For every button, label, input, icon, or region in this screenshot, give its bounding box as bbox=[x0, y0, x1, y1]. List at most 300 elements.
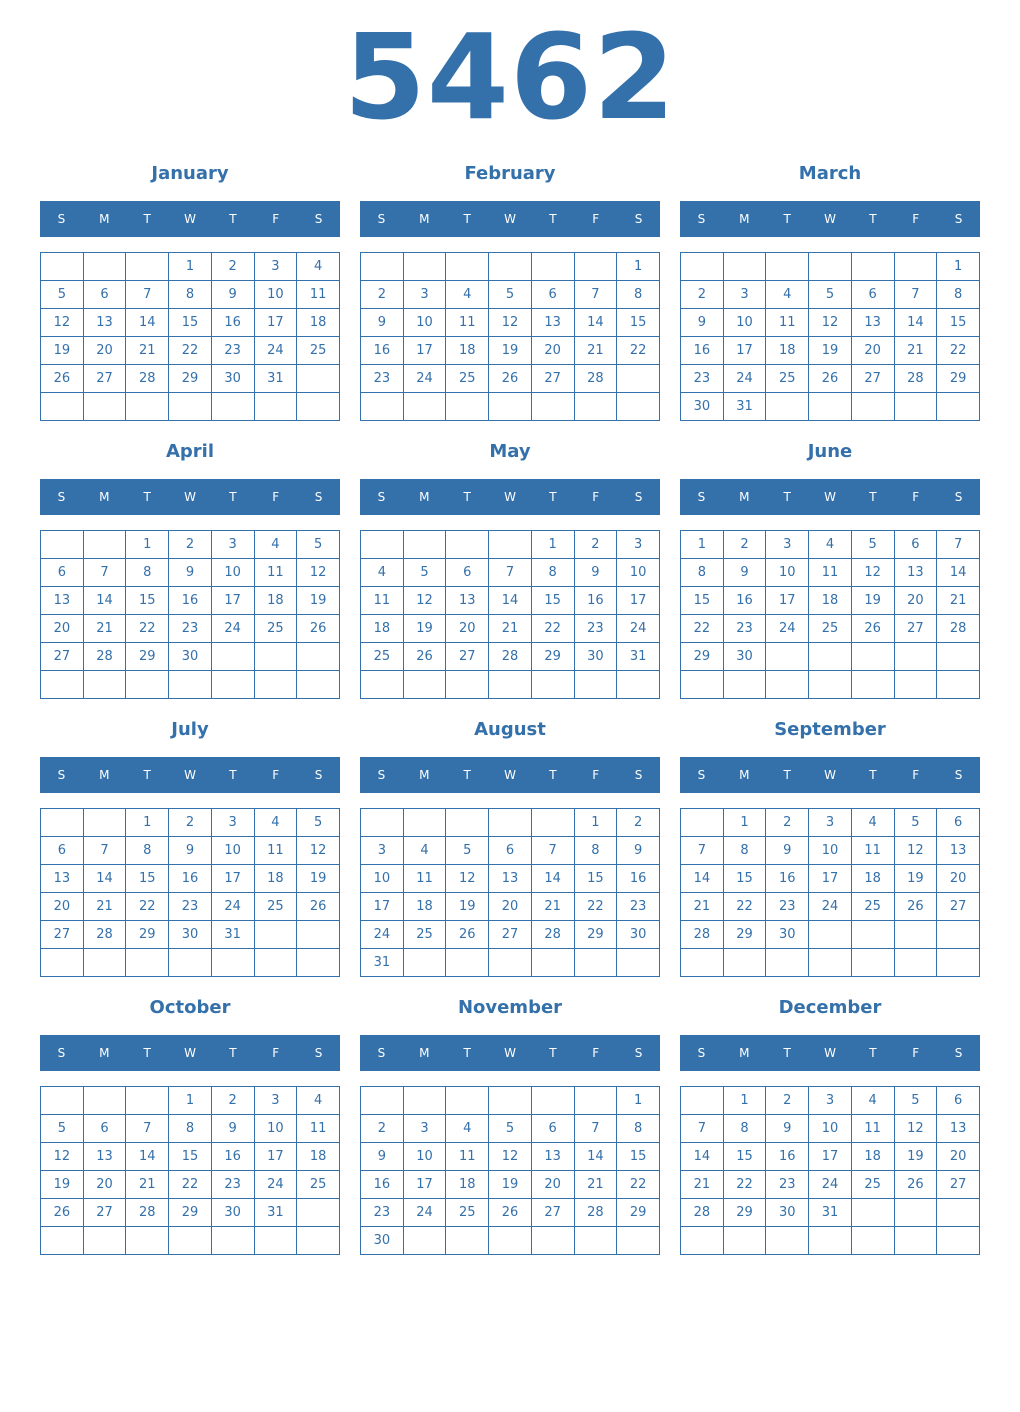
month-name: April bbox=[165, 441, 215, 462]
weekday-label: T bbox=[549, 768, 557, 782]
week-row bbox=[361, 949, 660, 977]
week-row bbox=[681, 309, 980, 337]
day-cell: 21 bbox=[574, 1171, 617, 1199]
day-cell: 13 bbox=[446, 587, 489, 615]
day-cell bbox=[126, 671, 169, 699]
day-grid bbox=[40, 808, 340, 977]
day-cell: 15 bbox=[574, 865, 617, 893]
day-cell bbox=[681, 809, 724, 837]
day-cell: 7 bbox=[126, 281, 169, 309]
day-cell: 13 bbox=[937, 837, 980, 865]
week-row bbox=[361, 1227, 660, 1255]
day-cell: 17 bbox=[211, 587, 254, 615]
week-row bbox=[361, 281, 660, 309]
day-cell: 18 bbox=[851, 865, 894, 893]
weekday-label: F bbox=[272, 768, 280, 782]
day-cell: 9 bbox=[211, 1115, 254, 1143]
day-cell bbox=[489, 809, 532, 837]
week-row bbox=[41, 1143, 340, 1171]
day-cell: 15 bbox=[617, 1143, 660, 1171]
day-cell: 5 bbox=[297, 809, 340, 837]
day-cell: 19 bbox=[809, 337, 852, 365]
day-cell: 21 bbox=[126, 337, 169, 365]
day-cell: 11 bbox=[851, 1115, 894, 1143]
week-row bbox=[681, 365, 980, 393]
day-cell: 2 bbox=[681, 281, 724, 309]
day-cell: 29 bbox=[169, 365, 212, 393]
day-cell: 15 bbox=[617, 309, 660, 337]
day-cell: 23 bbox=[574, 615, 617, 643]
day-cell: 24 bbox=[361, 921, 404, 949]
day-cell bbox=[681, 1227, 724, 1255]
day-cell: 1 bbox=[681, 531, 724, 559]
week-row bbox=[361, 837, 660, 865]
day-cell bbox=[851, 949, 894, 977]
day-cell: 11 bbox=[403, 865, 446, 893]
weekday-label: S bbox=[314, 212, 323, 226]
day-cell bbox=[894, 949, 937, 977]
day-cell bbox=[83, 809, 126, 837]
day-cell: 8 bbox=[681, 559, 724, 587]
weekday-label: T bbox=[869, 212, 877, 226]
day-cell bbox=[297, 365, 340, 393]
week-row bbox=[41, 587, 340, 615]
day-cell bbox=[297, 671, 340, 699]
day-cell bbox=[254, 1227, 297, 1255]
day-cell: 26 bbox=[41, 365, 84, 393]
day-cell bbox=[894, 671, 937, 699]
week-row bbox=[681, 809, 980, 837]
day-cell: 27 bbox=[41, 643, 84, 671]
weekday-label: S bbox=[697, 212, 706, 226]
week-row bbox=[361, 615, 660, 643]
week-row bbox=[41, 837, 340, 865]
day-cell: 13 bbox=[83, 309, 126, 337]
week-row bbox=[41, 1199, 340, 1227]
day-cell: 9 bbox=[681, 309, 724, 337]
day-cell: 26 bbox=[489, 365, 532, 393]
day-cell bbox=[297, 643, 340, 671]
day-cell bbox=[361, 1087, 404, 1115]
day-cell: 30 bbox=[169, 643, 212, 671]
weekday-header bbox=[360, 201, 660, 237]
day-cell: 20 bbox=[937, 865, 980, 893]
week-row bbox=[41, 393, 340, 421]
day-cell bbox=[403, 1227, 446, 1255]
weekday-label: T bbox=[229, 768, 237, 782]
month-name: August bbox=[474, 719, 546, 740]
day-cell bbox=[681, 671, 724, 699]
day-cell: 19 bbox=[446, 893, 489, 921]
week-row bbox=[41, 865, 340, 893]
week-row bbox=[361, 1087, 660, 1115]
weekday-label: W bbox=[824, 490, 836, 504]
weekday-label: S bbox=[314, 1046, 323, 1060]
day-cell: 11 bbox=[254, 837, 297, 865]
day-cell: 23 bbox=[211, 337, 254, 365]
day-cell: 4 bbox=[254, 809, 297, 837]
day-cell bbox=[403, 671, 446, 699]
day-cell: 17 bbox=[403, 337, 446, 365]
day-cell: 5 bbox=[894, 1087, 937, 1115]
day-cell bbox=[169, 949, 212, 977]
day-cell: 20 bbox=[851, 337, 894, 365]
day-cell: 29 bbox=[723, 1199, 766, 1227]
day-cell: 3 bbox=[211, 531, 254, 559]
day-cell: 2 bbox=[169, 809, 212, 837]
weekday-label: F bbox=[912, 490, 920, 504]
day-cell: 24 bbox=[403, 1199, 446, 1227]
day-cell: 11 bbox=[297, 1115, 340, 1143]
week-row bbox=[361, 393, 660, 421]
weekday-label: S bbox=[314, 768, 323, 782]
day-cell: 30 bbox=[766, 1199, 809, 1227]
day-cell: 8 bbox=[723, 1115, 766, 1143]
day-cell bbox=[894, 643, 937, 671]
week-row bbox=[41, 1227, 340, 1255]
weekday-label: M bbox=[99, 768, 110, 782]
day-cell: 5 bbox=[403, 559, 446, 587]
day-cell: 18 bbox=[361, 615, 404, 643]
day-cell bbox=[574, 1087, 617, 1115]
day-cell: 30 bbox=[169, 921, 212, 949]
week-row bbox=[681, 281, 980, 309]
day-cell bbox=[254, 643, 297, 671]
day-cell: 15 bbox=[681, 587, 724, 615]
day-cell: 14 bbox=[83, 865, 126, 893]
day-cell: 19 bbox=[894, 1143, 937, 1171]
day-cell: 9 bbox=[169, 837, 212, 865]
weekday-label: T bbox=[549, 212, 557, 226]
day-cell: 6 bbox=[937, 1087, 980, 1115]
weekday-label: S bbox=[954, 212, 963, 226]
day-cell bbox=[851, 253, 894, 281]
day-cell: 23 bbox=[361, 1199, 404, 1227]
day-cell bbox=[851, 393, 894, 421]
day-cell: 2 bbox=[617, 809, 660, 837]
day-cell bbox=[297, 1199, 340, 1227]
day-cell bbox=[937, 1227, 980, 1255]
week-row bbox=[41, 949, 340, 977]
day-cell: 21 bbox=[126, 1171, 169, 1199]
day-cell: 1 bbox=[617, 1087, 660, 1115]
weekday-label: T bbox=[783, 768, 791, 782]
weekday-label: S bbox=[954, 768, 963, 782]
weekday-label: T bbox=[143, 212, 151, 226]
day-cell bbox=[41, 253, 84, 281]
day-cell bbox=[169, 393, 212, 421]
day-cell: 15 bbox=[126, 587, 169, 615]
day-cell: 25 bbox=[809, 615, 852, 643]
day-grid bbox=[40, 530, 340, 699]
day-cell bbox=[766, 393, 809, 421]
day-cell bbox=[851, 1199, 894, 1227]
day-cell: 2 bbox=[211, 253, 254, 281]
day-cell: 24 bbox=[254, 337, 297, 365]
day-cell: 27 bbox=[894, 615, 937, 643]
day-cell: 27 bbox=[531, 365, 574, 393]
day-cell: 7 bbox=[489, 559, 532, 587]
day-cell: 2 bbox=[361, 1115, 404, 1143]
day-cell bbox=[83, 393, 126, 421]
day-cell bbox=[446, 1227, 489, 1255]
day-cell: 27 bbox=[531, 1199, 574, 1227]
day-grid bbox=[360, 1086, 660, 1255]
day-cell bbox=[446, 809, 489, 837]
month-name: November bbox=[457, 997, 563, 1018]
week-row bbox=[681, 1115, 980, 1143]
day-cell: 11 bbox=[851, 837, 894, 865]
week-row bbox=[361, 865, 660, 893]
day-cell: 23 bbox=[723, 615, 766, 643]
day-cell: 19 bbox=[41, 1171, 84, 1199]
day-cell: 9 bbox=[211, 281, 254, 309]
week-row bbox=[361, 587, 660, 615]
week-row bbox=[361, 893, 660, 921]
day-cell: 29 bbox=[681, 643, 724, 671]
day-cell: 27 bbox=[83, 365, 126, 393]
day-cell bbox=[681, 949, 724, 977]
day-cell: 12 bbox=[894, 1115, 937, 1143]
day-cell: 24 bbox=[403, 365, 446, 393]
week-row bbox=[681, 615, 980, 643]
day-cell bbox=[937, 643, 980, 671]
day-cell: 13 bbox=[531, 309, 574, 337]
day-cell bbox=[83, 531, 126, 559]
day-cell: 9 bbox=[766, 1115, 809, 1143]
day-cell: 22 bbox=[169, 1171, 212, 1199]
day-cell bbox=[489, 1087, 532, 1115]
day-cell bbox=[937, 393, 980, 421]
day-cell: 29 bbox=[169, 1199, 212, 1227]
day-cell: 1 bbox=[126, 809, 169, 837]
day-cell: 31 bbox=[361, 949, 404, 977]
day-cell bbox=[617, 949, 660, 977]
day-cell: 6 bbox=[489, 837, 532, 865]
day-cell bbox=[617, 365, 660, 393]
day-cell: 6 bbox=[83, 1115, 126, 1143]
day-cell bbox=[361, 393, 404, 421]
day-cell: 5 bbox=[894, 809, 937, 837]
weekday-label: T bbox=[869, 490, 877, 504]
day-cell bbox=[894, 393, 937, 421]
day-cell: 22 bbox=[126, 893, 169, 921]
day-cell bbox=[766, 1227, 809, 1255]
day-cell: 26 bbox=[403, 643, 446, 671]
day-cell: 16 bbox=[169, 587, 212, 615]
week-row bbox=[681, 949, 980, 977]
day-cell: 21 bbox=[681, 1171, 724, 1199]
day-cell: 26 bbox=[297, 615, 340, 643]
day-cell: 16 bbox=[766, 865, 809, 893]
day-cell: 28 bbox=[937, 615, 980, 643]
day-cell: 1 bbox=[723, 1087, 766, 1115]
week-row bbox=[361, 1115, 660, 1143]
day-cell: 21 bbox=[681, 893, 724, 921]
day-cell: 7 bbox=[937, 531, 980, 559]
day-cell: 22 bbox=[531, 615, 574, 643]
day-cell: 22 bbox=[169, 337, 212, 365]
week-row bbox=[41, 365, 340, 393]
day-cell bbox=[211, 643, 254, 671]
day-cell: 29 bbox=[126, 921, 169, 949]
week-row bbox=[361, 643, 660, 671]
weekday-label: S bbox=[634, 768, 643, 782]
weekday-label: W bbox=[504, 490, 516, 504]
day-cell: 21 bbox=[531, 893, 574, 921]
day-cell: 17 bbox=[723, 337, 766, 365]
day-cell: 25 bbox=[361, 643, 404, 671]
week-row bbox=[361, 1199, 660, 1227]
day-cell: 6 bbox=[83, 281, 126, 309]
day-cell: 23 bbox=[169, 615, 212, 643]
day-cell: 25 bbox=[766, 365, 809, 393]
day-cell: 27 bbox=[41, 921, 84, 949]
weekday-label: S bbox=[954, 490, 963, 504]
day-cell bbox=[851, 1227, 894, 1255]
day-cell bbox=[41, 809, 84, 837]
week-row bbox=[681, 393, 980, 421]
day-cell bbox=[446, 1087, 489, 1115]
day-cell: 12 bbox=[403, 587, 446, 615]
day-cell: 3 bbox=[361, 837, 404, 865]
week-row bbox=[41, 281, 340, 309]
day-cell: 28 bbox=[126, 1199, 169, 1227]
day-cell: 5 bbox=[446, 837, 489, 865]
day-cell bbox=[489, 253, 532, 281]
day-cell: 7 bbox=[83, 837, 126, 865]
weekday-label: S bbox=[314, 490, 323, 504]
day-cell: 22 bbox=[126, 615, 169, 643]
day-cell: 13 bbox=[83, 1143, 126, 1171]
day-cell bbox=[403, 531, 446, 559]
day-cell: 10 bbox=[211, 837, 254, 865]
day-cell: 12 bbox=[809, 309, 852, 337]
day-cell: 7 bbox=[574, 1115, 617, 1143]
weekday-label: W bbox=[824, 1046, 836, 1060]
weekday-label: F bbox=[272, 490, 280, 504]
weekday-header bbox=[680, 479, 980, 515]
day-cell bbox=[446, 531, 489, 559]
day-cell bbox=[809, 1227, 852, 1255]
weekday-label: T bbox=[783, 212, 791, 226]
day-cell: 22 bbox=[723, 1171, 766, 1199]
day-cell bbox=[809, 671, 852, 699]
day-cell bbox=[809, 253, 852, 281]
day-cell: 31 bbox=[211, 921, 254, 949]
weekday-label: F bbox=[592, 768, 600, 782]
day-cell: 8 bbox=[723, 837, 766, 865]
weekday-label: T bbox=[869, 768, 877, 782]
day-cell: 26 bbox=[894, 1171, 937, 1199]
day-cell: 15 bbox=[126, 865, 169, 893]
day-cell bbox=[809, 921, 852, 949]
day-cell bbox=[41, 1227, 84, 1255]
day-cell: 4 bbox=[297, 253, 340, 281]
day-cell: 4 bbox=[297, 1087, 340, 1115]
week-row bbox=[41, 1171, 340, 1199]
day-cell: 5 bbox=[489, 281, 532, 309]
day-cell: 15 bbox=[169, 1143, 212, 1171]
day-cell: 25 bbox=[254, 615, 297, 643]
day-cell: 14 bbox=[574, 1143, 617, 1171]
day-cell: 11 bbox=[297, 281, 340, 309]
day-cell: 14 bbox=[489, 587, 532, 615]
day-cell bbox=[489, 949, 532, 977]
weekday-label: W bbox=[184, 1046, 196, 1060]
weekday-label: T bbox=[229, 490, 237, 504]
day-cell: 30 bbox=[617, 921, 660, 949]
day-cell bbox=[617, 1227, 660, 1255]
day-cell: 23 bbox=[617, 893, 660, 921]
day-cell: 13 bbox=[489, 865, 532, 893]
day-cell: 30 bbox=[211, 1199, 254, 1227]
day-cell: 28 bbox=[894, 365, 937, 393]
week-row bbox=[681, 1143, 980, 1171]
day-cell: 11 bbox=[361, 587, 404, 615]
day-cell: 4 bbox=[766, 281, 809, 309]
weekday-label: S bbox=[697, 768, 706, 782]
day-grid bbox=[360, 252, 660, 421]
day-cell: 10 bbox=[617, 559, 660, 587]
day-cell: 19 bbox=[851, 587, 894, 615]
day-cell bbox=[403, 253, 446, 281]
day-cell: 29 bbox=[574, 921, 617, 949]
weekday-header bbox=[360, 757, 660, 793]
day-cell bbox=[361, 531, 404, 559]
day-cell bbox=[254, 393, 297, 421]
day-cell: 14 bbox=[681, 865, 724, 893]
day-cell bbox=[254, 671, 297, 699]
day-cell: 10 bbox=[809, 1115, 852, 1143]
day-cell: 24 bbox=[809, 893, 852, 921]
weekday-label: F bbox=[272, 212, 280, 226]
weekday-header bbox=[360, 479, 660, 515]
week-row bbox=[41, 309, 340, 337]
day-cell: 14 bbox=[126, 309, 169, 337]
week-row bbox=[681, 1087, 980, 1115]
day-cell bbox=[41, 671, 84, 699]
weekday-label: S bbox=[57, 768, 66, 782]
day-cell: 10 bbox=[403, 1143, 446, 1171]
day-cell: 10 bbox=[361, 865, 404, 893]
week-row bbox=[681, 1171, 980, 1199]
day-cell bbox=[531, 253, 574, 281]
weekday-label: M bbox=[739, 490, 750, 504]
day-cell: 21 bbox=[894, 337, 937, 365]
month-name: February bbox=[464, 163, 556, 184]
day-cell: 20 bbox=[41, 893, 84, 921]
day-cell: 4 bbox=[403, 837, 446, 865]
week-row bbox=[681, 253, 980, 281]
day-cell: 6 bbox=[41, 837, 84, 865]
day-cell: 20 bbox=[446, 615, 489, 643]
day-cell: 9 bbox=[574, 559, 617, 587]
month-name: January bbox=[151, 163, 229, 184]
day-cell: 15 bbox=[723, 1143, 766, 1171]
day-cell: 25 bbox=[403, 921, 446, 949]
day-cell bbox=[41, 1087, 84, 1115]
day-cell: 18 bbox=[254, 865, 297, 893]
weekday-label: T bbox=[783, 1046, 791, 1060]
day-cell bbox=[169, 671, 212, 699]
day-cell: 14 bbox=[894, 309, 937, 337]
day-cell: 24 bbox=[617, 615, 660, 643]
weekday-label: T bbox=[549, 490, 557, 504]
day-cell: 4 bbox=[809, 531, 852, 559]
day-cell bbox=[531, 671, 574, 699]
day-cell: 8 bbox=[574, 837, 617, 865]
